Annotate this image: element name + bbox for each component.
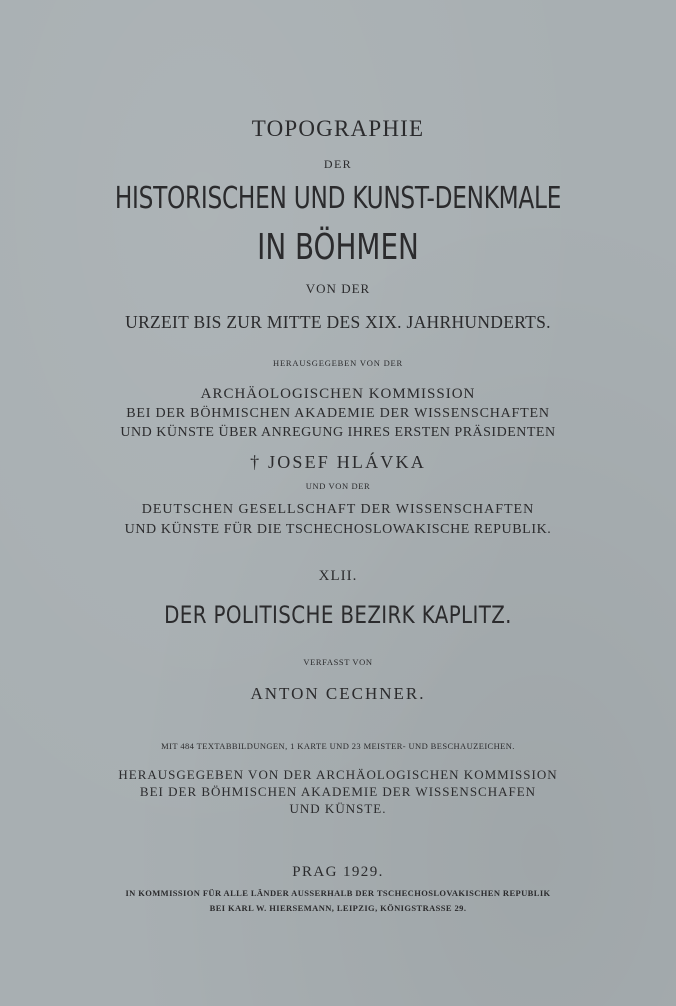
volume-title: DER POLITISCHE BEZIRK KAPLITZ. xyxy=(164,601,512,629)
notes-kommission: HERAUSGEGEBEN VON DER ARCHÄOLOGISCHEN KOMMISSION xyxy=(118,767,558,782)
imprint-place-year: PRAG 1929. xyxy=(292,864,384,880)
title-von-der: VON DER xyxy=(305,281,371,296)
author-name: ANTON CECHNER. xyxy=(250,684,426,703)
notes-kuenste: UND KÜNSTE. xyxy=(289,801,387,816)
title-historischen: HISTORISCHEN UND KUNST-DENKMALE xyxy=(114,181,562,216)
publisher-president: † JOSEF HLÁVKA xyxy=(250,452,426,472)
illustrations-note: MIT 484 TEXTABBILDUNGEN, 1 KARTE UND 23 MEISTER- UND BESCHAUZEICHEN. xyxy=(161,741,515,751)
publisher-anregung: UND KÜNSTE ÜBER ANREGUNG IHRES ERSTEN PRÄSIDENTEN xyxy=(120,425,556,440)
imprint-hiersemann: BEI KARL W. HIERSEMANN, LEIPZIG, KÖNIGSTRASSE 29. xyxy=(209,903,467,913)
title-in-boehmen: IN BÖHMEN xyxy=(257,227,419,268)
publisher-intro: HERAUSGEGEBEN VON DER xyxy=(273,358,403,368)
title-urzeit: URZEIT BIS ZUR MITTE DES XIX. JAHRHUNDERTS. xyxy=(125,312,551,332)
publisher-kommission: ARCHÄOLOGISCHEN KOMMISSION xyxy=(200,386,476,402)
volume-number: XLII. xyxy=(318,568,358,584)
publisher-akademie: BEI DER BÖHMISCHEN AKADEMIE DER WISSENSCHAFTEN xyxy=(126,406,550,421)
publisher-and: UND VON DER xyxy=(305,481,371,491)
imprint-kommission: IN KOMMISSION FÜR ALLE LÄNDER AUSSERHALB DER TSCHECHOSLOVAKISCHEN REPUBLIK xyxy=(125,888,551,898)
publisher-gesellschaft: DEUTSCHEN GESELLSCHAFT DER WISSENSCHAFTEN xyxy=(141,502,535,517)
notes-akademie: BEI DER BÖHMISCHEN AKADEMIE DER WISSENSCHAFEN xyxy=(139,784,537,799)
author-intro: VERFASST VON xyxy=(303,657,373,667)
publisher-republik: UND KÜNSTE FÜR DIE TSCHECHOSLOWAKISCHE REPUBLIK. xyxy=(124,522,552,537)
title-der: DER xyxy=(323,157,353,171)
title-topographie: TOPOGRAPHIE xyxy=(251,116,425,141)
